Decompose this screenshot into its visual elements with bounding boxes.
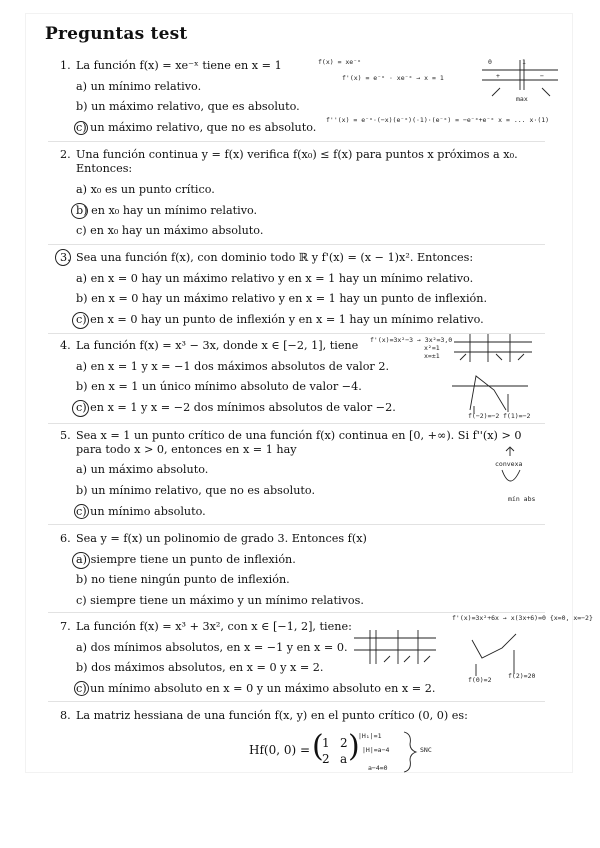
handwritten-note: x²=1 — [424, 344, 440, 352]
selected-answer-mark — [72, 312, 89, 329]
handwritten-note: f(0)=2 — [468, 676, 492, 684]
handwritten-note: f(−2)=−2 — [468, 412, 500, 420]
handwritten-note: f(1)=−2 — [503, 412, 531, 420]
option-a[interactable]: a) siempre tiene un punto de inflexión. — [76, 553, 296, 566]
handwritten-note: f'(x) = e⁻ˣ · xe⁻ˣ → x = 1 — [342, 74, 444, 82]
handwritten-note: f'(x)=3x²−3 → 3x²=3,0 — [370, 336, 453, 344]
option-b[interactable]: b) en x = 0 hay un máximo relativo y en x = 1 hay un punto de inflexión. — [76, 292, 488, 305]
option-c[interactable]: c) en x = 1 y x = −2 dos mínimos absolutos de valor −2. — [76, 401, 396, 414]
sign-top-label: 1 — [522, 58, 526, 66]
question-stem: La función f(x) = x³ + 3x², con x ∈ [−1, 2], tiene: — [76, 620, 352, 633]
option-a[interactable]: a) dos mínimos absolutos, en x = −1 y en x = 0. — [76, 641, 348, 654]
handwritten-note: SNC — [420, 746, 432, 754]
selected-answer-mark — [72, 552, 90, 569]
question-stem: La función f(x) = xe⁻ˣ tiene en x = 1 — [76, 59, 282, 72]
selected-answer-mark — [74, 121, 88, 135]
question-stem: La función f(x) = x³ − 3x, donde x ∈ [−2, 1], tiene — [76, 339, 359, 352]
handwritten-note: f''(x) = e⁻ˣ·(−x)(e⁻ˣ)(·1)·(e⁻ˣ) = −e⁻ˣ+e⁻ˣ x = ... x·(1) — [326, 116, 550, 124]
question-number: 2. — [60, 148, 71, 161]
option-b[interactable]: b) un máximo relativo, que es absoluto. — [76, 100, 300, 113]
question-number: 5. — [60, 429, 71, 442]
sign-value: + — [496, 72, 500, 80]
sign-chart-sketch — [352, 628, 438, 666]
option-c[interactable]: c) siempre tiene un máximo y un mínimo relativos. — [76, 594, 364, 607]
handwritten-note: f(2)=20 — [508, 672, 536, 680]
hessian-lhs: Hf(0, 0) = — [249, 743, 311, 757]
option-a[interactable]: a) x₀ es un punto crítico. — [76, 183, 215, 196]
question-number: 7. — [60, 620, 71, 633]
handwritten-note: convexa — [495, 460, 523, 468]
option-c[interactable]: c) un mínimo absoluto. — [76, 505, 206, 518]
option-b[interactable]: b) no tiene ningún punto de inflexión. — [76, 573, 290, 586]
question-number: 3. — [60, 251, 71, 264]
question-stem-continued: para todo x > 0, entonces en x = 1 hay — [76, 443, 297, 456]
handwritten-note: |H|=a−4 — [362, 746, 390, 754]
option-a[interactable]: a) en x = 0 hay un máximo relativo y en x = 1 hay un mínimo relativo. — [76, 272, 474, 285]
option-c[interactable]: c) un máximo relativo, que no es absoluto. — [76, 121, 317, 134]
handwritten-note: f(x) = xe⁻ˣ — [318, 58, 362, 66]
question-number: 6. — [60, 532, 71, 545]
selected-answer-mark — [71, 203, 88, 219]
brace-sketch — [400, 730, 420, 774]
handwritten-note: mín abs — [508, 495, 536, 503]
option-a[interactable]: a) un máximo absoluto. — [76, 463, 209, 476]
question-stem: Sea y = f(x) un polinomio de grado 3. Entonces f(x) — [76, 532, 367, 545]
matrix-m22: a — [340, 752, 348, 766]
question-number: 4. — [60, 339, 71, 352]
sign-top-label: 0 — [488, 58, 492, 66]
divider — [48, 612, 545, 613]
divider — [48, 423, 545, 424]
question-number: 8. — [60, 709, 71, 722]
divider — [48, 701, 545, 702]
option-a[interactable]: a) un mínimo relativo. — [76, 80, 202, 93]
handwritten-note: |H₁|=1 — [358, 732, 382, 740]
divider — [48, 524, 545, 525]
handwritten-note: f'(x)=3x²+6x → x(3x+6)=0 {x=0, x=−2} — [452, 614, 593, 622]
sign-value: − — [540, 72, 544, 80]
option-c[interactable]: c) en x = 0 hay un punto de inflexión y en x = 1 hay un mínimo relativo. — [76, 313, 484, 326]
option-a[interactable]: a) en x = 1 y x = −1 dos máximos absolutos de valor 2. — [76, 360, 390, 373]
option-b[interactable]: b) en x = 1 un único mínimo absoluto de valor −4. — [76, 380, 362, 393]
sign-chart-sketch — [452, 332, 534, 366]
graph-sketch — [450, 370, 530, 416]
page-title: Preguntas test — [45, 24, 188, 44]
selected-answer-mark — [74, 681, 89, 696]
divider — [48, 244, 545, 245]
right-paren: ) — [348, 729, 360, 764]
left-paren: ( — [312, 729, 324, 764]
question-number: 1. — [60, 59, 71, 72]
question-stem-continued: Entonces: — [76, 162, 133, 175]
convex-sketch — [496, 446, 526, 496]
question-stem: Una función continua y = f(x) verifica f(x₀) ≤ f(x) para puntos x próximos a x₀. — [76, 148, 518, 161]
handwritten-note: a−4=0 — [368, 764, 388, 772]
question-stem: La matriz hessiana de una función f(x, y) en el punto crítico (0, 0) es: — [76, 709, 468, 722]
handwritten-note: x=±1 — [424, 352, 440, 360]
matrix-m21: 2 — [322, 752, 330, 766]
question-stem: Sea x = 1 un punto crítico de una función f(x) continua en [0, +∞). Si f''(x) > 0 — [76, 429, 522, 442]
sign-label: max — [516, 95, 528, 103]
option-b[interactable]: b) en x₀ hay un mínimo relativo. — [76, 204, 258, 217]
option-b[interactable]: b) un mínimo relativo, que no es absoluto. — [76, 484, 316, 497]
option-c[interactable]: c) en x₀ hay un máximo absoluto. — [76, 224, 264, 237]
matrix-m11: 1 — [322, 736, 330, 750]
option-b[interactable]: b) dos máximos absolutos, en x = 0 y x = 2. — [76, 661, 324, 674]
divider — [48, 141, 545, 142]
matrix-m12: 2 — [340, 736, 348, 750]
question-stem: Sea una función f(x), con dominio todo ℝ y f'(x) = (x − 1)x². Entonces: — [76, 251, 474, 264]
selected-answer-mark — [74, 504, 89, 519]
selected-answer-mark — [72, 400, 89, 417]
question-number-circle — [55, 249, 71, 266]
option-c[interactable]: c) un mínimo absoluto en x = 0 y un máximo absoluto en x = 2. — [76, 682, 436, 695]
